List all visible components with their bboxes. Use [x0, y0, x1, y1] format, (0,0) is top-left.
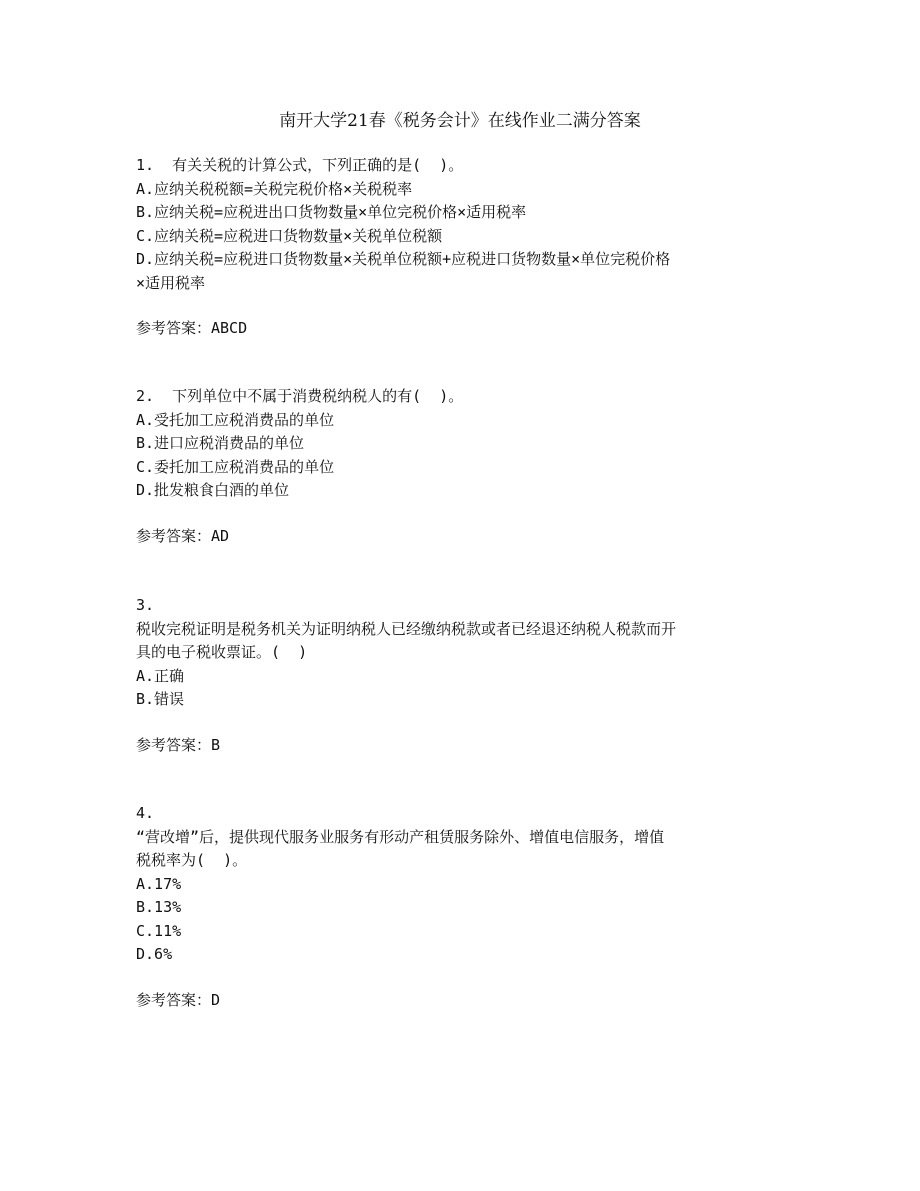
option-b: B.13%	[136, 898, 182, 916]
question-2	[136, 385, 796, 548]
option-d: D.批发粮食白酒的单位	[136, 481, 290, 499]
reference-answer: 参考答案：AD	[136, 526, 230, 545]
reference-answer: 参考答案：D	[136, 990, 221, 1009]
option-a: A.受托加工应税消费品的单位	[136, 410, 335, 429]
option-b: B.应纳关税=应税进出口货物数量×单位完税价格×适用税率	[136, 203, 527, 221]
question-stem: 1. 有关关税的计算公式，下列正确的是( )。	[136, 156, 464, 174]
document-title: 南开大学21春《税务会计》在线作业二满分答案	[279, 111, 641, 131]
question-stem: 3. 税收完税证明是税务机关为证明纳税人已经缴纳税款或者已经退还纳税人税款而开 具的电子税收票证。( )	[136, 596, 677, 661]
question-1	[136, 154, 796, 341]
reference-answer: 参考答案：B	[136, 735, 221, 754]
reference-answer: 参考答案：ABCD	[136, 319, 248, 337]
option-b: B.错误	[136, 690, 185, 708]
option-c: C.应纳关税=应税进口货物数量×关税单位税额	[136, 226, 443, 245]
option-a: A.17%	[136, 874, 182, 893]
option-a: A.应纳关税税额=关税完税价格×关税税率	[136, 179, 413, 198]
question-4	[136, 802, 796, 1012]
option-c: C.11%	[136, 921, 182, 940]
question-stem: 4. “营改增”后，提供现代服务业服务有形动产租赁服务除外、增值电信服务，增值 税税率为( )。	[136, 804, 665, 869]
option-b: B.进口应税消费品的单位	[136, 434, 305, 452]
option-d: D.应纳关税=应税进口货物数量×关税单位税额+应税进口货物数量×单位完税价格 ×适用税率	[136, 250, 671, 292]
option-c: C.委托加工应税消费品的单位	[136, 457, 335, 476]
option-d: D.6%	[136, 945, 173, 963]
question-stem: 2. 下列单位中不属于消费税纳税人的有( )。	[136, 387, 464, 405]
option-a: A.正确	[136, 666, 185, 685]
question-3	[136, 594, 796, 757]
